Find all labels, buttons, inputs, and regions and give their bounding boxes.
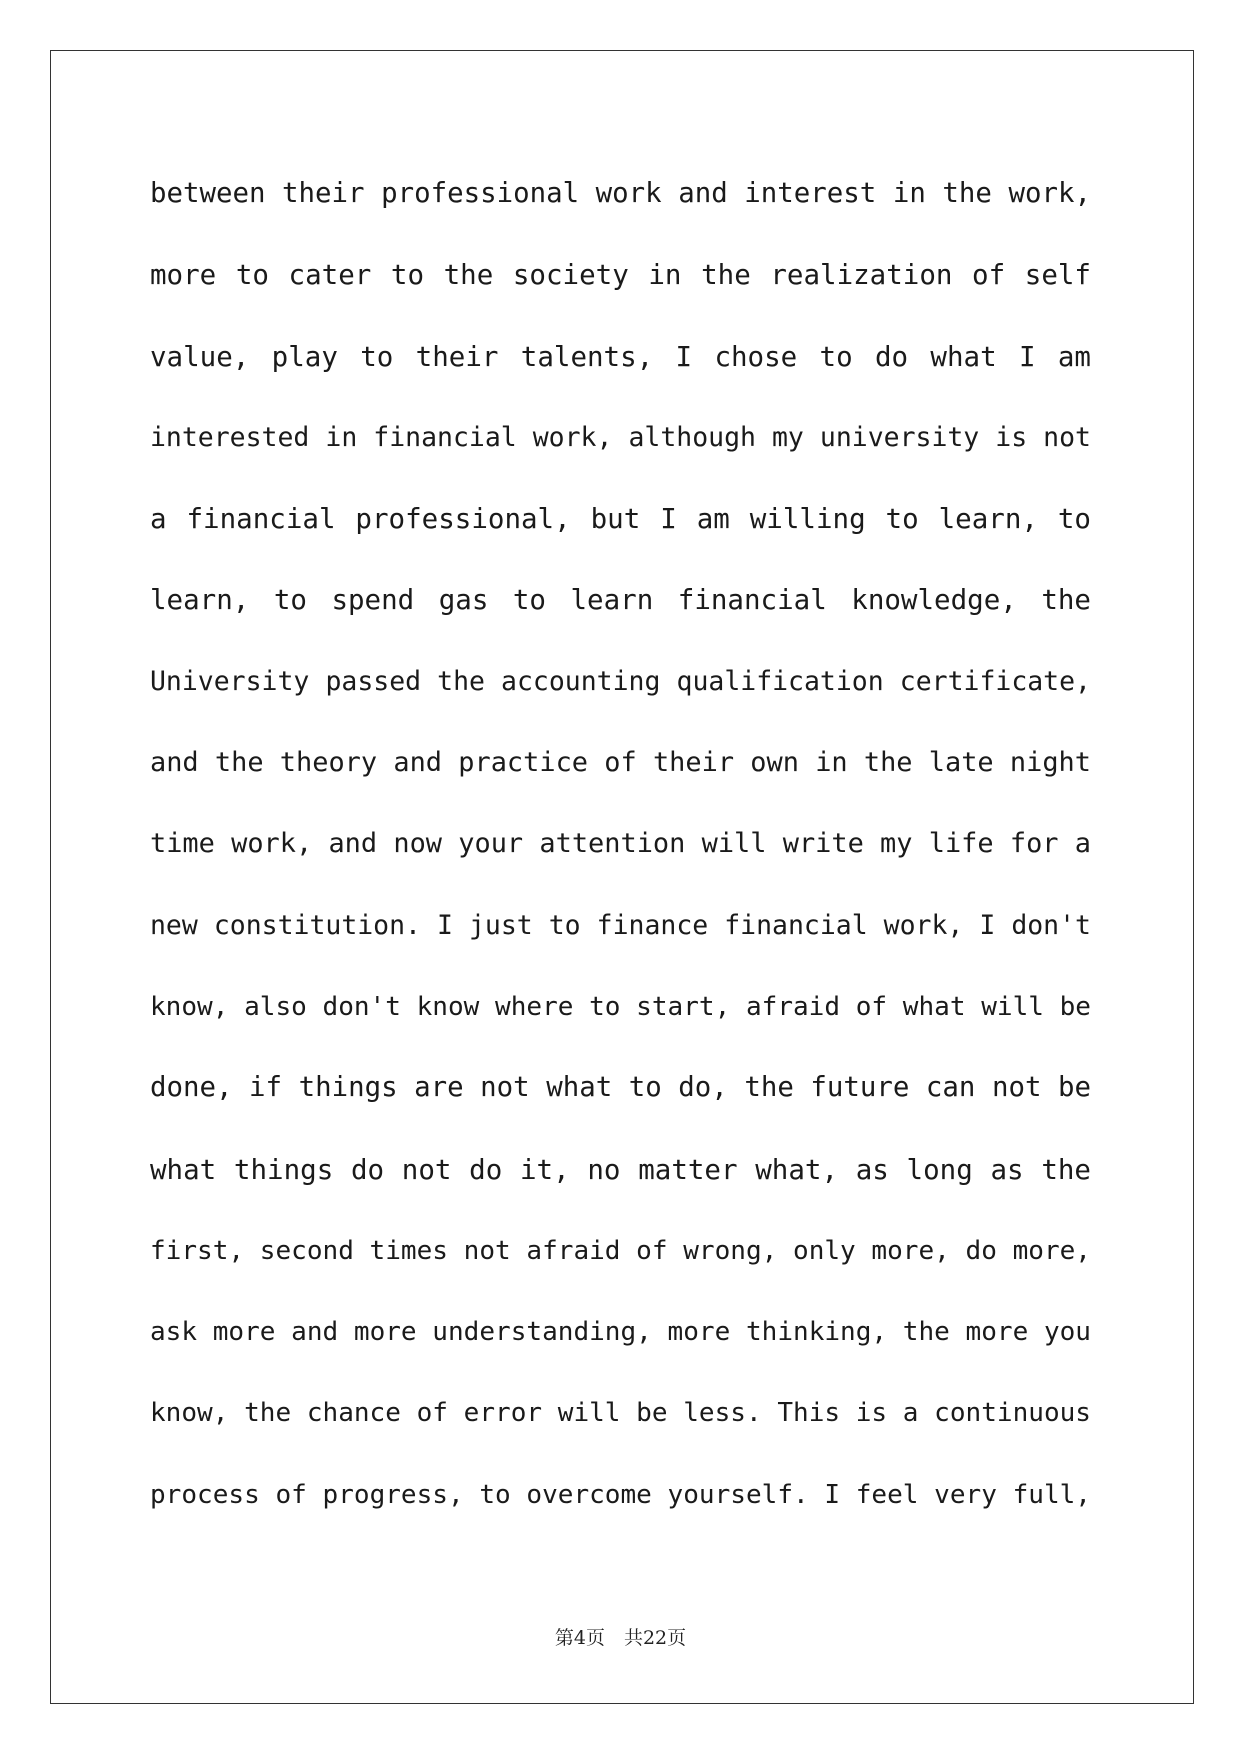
text-line: ask more and more understanding, more thinking, the more you <box>150 1317 1091 1348</box>
text-line: value, play to their talents, I chose to do what I am <box>150 340 1091 373</box>
body-text <box>150 164 1091 1546</box>
text-line: University passed the accounting qualification certificate, <box>150 665 1091 697</box>
text-line: know, the chance of error will be less. This is a continuous <box>150 1398 1091 1429</box>
text-line: a financial professional, but I am willing to learn, to <box>150 503 1091 536</box>
text-line: and the theory and practice of their own in the late night <box>150 747 1091 779</box>
text-line: know, also don't know where to start, afraid of what will be <box>150 991 1091 1022</box>
text-line: between their professional work and interest in the work, <box>150 178 1091 209</box>
text-line: what things do not do it, no matter what, as long as the <box>150 1153 1091 1186</box>
text-line: process of progress, to overcome yourself. I feel very full, <box>150 1479 1091 1510</box>
page-number: 第4页 共22页 <box>554 1627 687 1649</box>
text-line: new constitution. I just to finance financial work, I don't <box>150 909 1091 941</box>
text-line: more to cater to the society in the realization of self <box>150 259 1091 292</box>
text-line: first, second times not afraid of wrong, only more, do more, <box>150 1235 1091 1266</box>
text-line: done, if things are not what to do, the future can not be <box>150 1072 1091 1104</box>
text-line: learn, to spend gas to learn financial knowledge, the <box>150 584 1091 617</box>
text-line: time work, and now your attention will write my life for a <box>150 828 1091 860</box>
text-line: interested in financial work, although my university is not <box>150 421 1091 453</box>
